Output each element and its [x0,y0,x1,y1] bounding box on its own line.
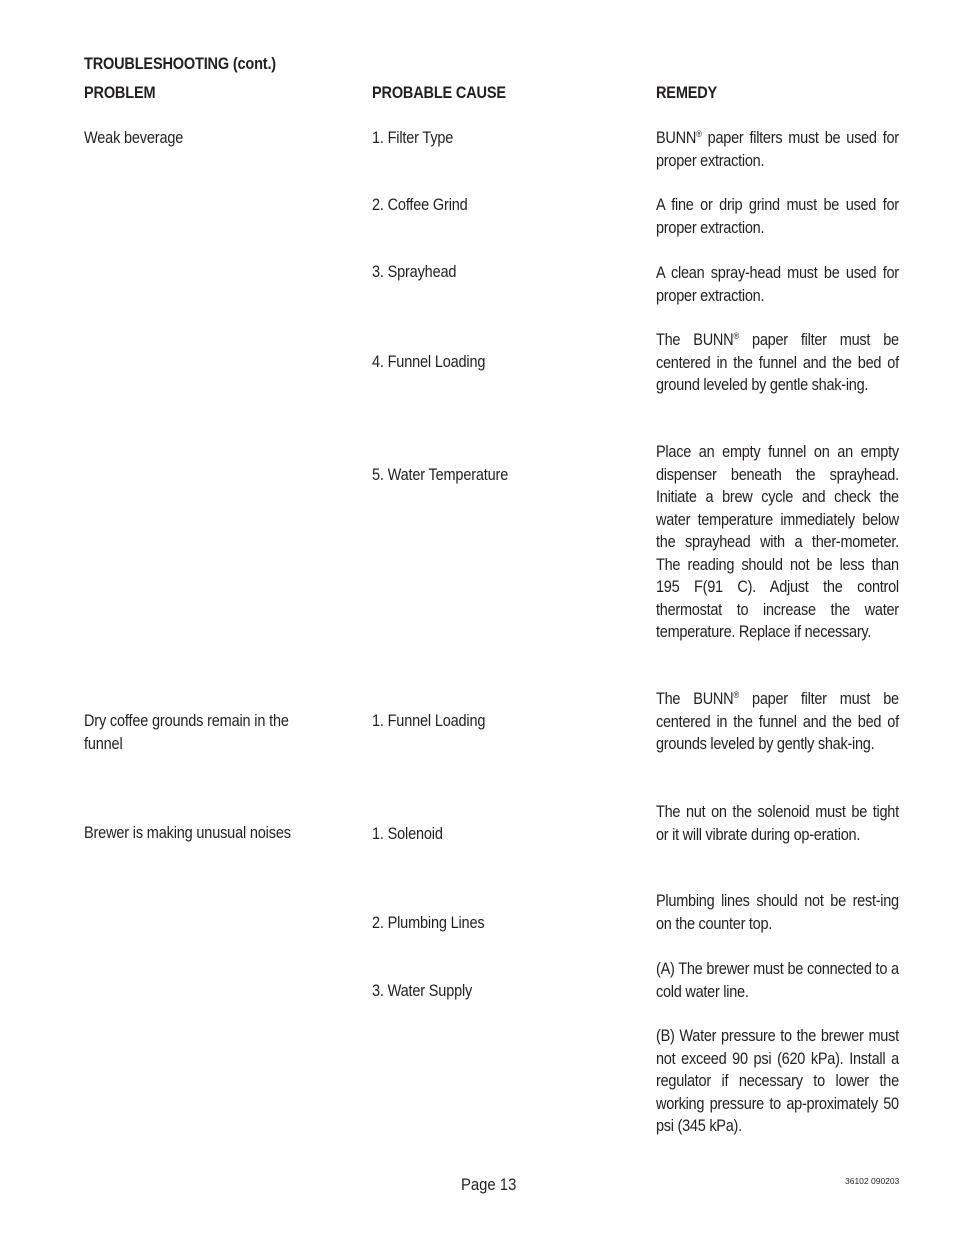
remedy-sprayhead: A clean spray-head must be used for proper extraction. [656,264,899,305]
header-problem: PROBLEM [84,84,156,102]
remedy-text: paper filter must be centered in the funnel and the bed of ground leveled by gentle shak-ing. [656,331,899,394]
remedy-text: The BUNN [656,331,734,349]
remedy-text: BUNN [656,129,697,147]
remedy-dry-funnel-loading [656,688,899,756]
registered-mark: ® [733,331,739,341]
problem-weak-beverage: Weak beverage [84,129,184,147]
remedy-solenoid: The nut on the solenoid must be tight or it will vibrate during op-eration. [656,803,899,844]
remedy-filter-type [656,127,899,172]
remedy-text: paper filters must be used for proper extraction. [656,129,899,170]
remedy-coffee-grind: A fine or drip grind must be used for proper extraction. [656,196,899,237]
cause-dry-funnel-loading: 1. Funnel Loading [372,712,486,730]
problem-unusual-noises: Brewer is making unusual noises [84,824,291,842]
cause-plumbing-lines: 2. Plumbing Lines [372,914,485,932]
cause-sprayhead: 3. Sprayhead [372,263,457,281]
remedy-water-supply-a: (A) The brewer must be connected to a cold water line. [656,960,899,1001]
header-probable-cause: PROBABLE CAUSE [372,84,506,102]
page-number: Page 13 [461,1176,517,1194]
registered-mark: ® [696,129,702,139]
cause-solenoid: 1. Solenoid [372,825,443,843]
header-remedy: REMEDY [656,84,718,102]
cause-water-temperature: 5. Water Temperature [372,466,509,484]
cause-filter-type: 1. Filter Type [372,129,454,147]
registered-mark: ® [733,690,739,700]
remedy-water-temperature: Place an empty funnel on an empty dispenser beneath the sprayhead. Initiate a brew cycle and check the water temperature immediately below the sprayhead with a ther-mometer. The reading should not be less than 195 F(91 C). Adjust the control thermostat to increase the water temperature. Replace if necessary. [656,443,899,641]
section-title: TROUBLESHOOTING (cont.) [84,55,276,73]
document-code: 36102 090203 [845,1176,900,1186]
cause-water-supply: 3. Water Supply [372,982,473,1000]
remedy-funnel-loading [656,329,899,397]
remedy-water-supply-b: (B) Water pressure to the brewer must not exceed 90 psi (620 kPa). Install a regulator if necessary to lower the working pressure to ap-proximately 50 psi (345 kPa). [656,1027,899,1135]
cause-funnel-loading: 4. Funnel Loading [372,353,486,371]
remedy-text: The BUNN [656,690,734,708]
cause-coffee-grind: 2. Coffee Grind [372,196,468,214]
remedy-text: paper filter must be centered in the funnel and the bed of grounds leveled by gently shak-ing. [656,690,899,753]
remedy-plumbing-lines: Plumbing lines should not be rest-ing on the counter top. [656,892,899,933]
problem-dry-grounds: Dry coffee grounds remain in the funnel [84,712,289,753]
